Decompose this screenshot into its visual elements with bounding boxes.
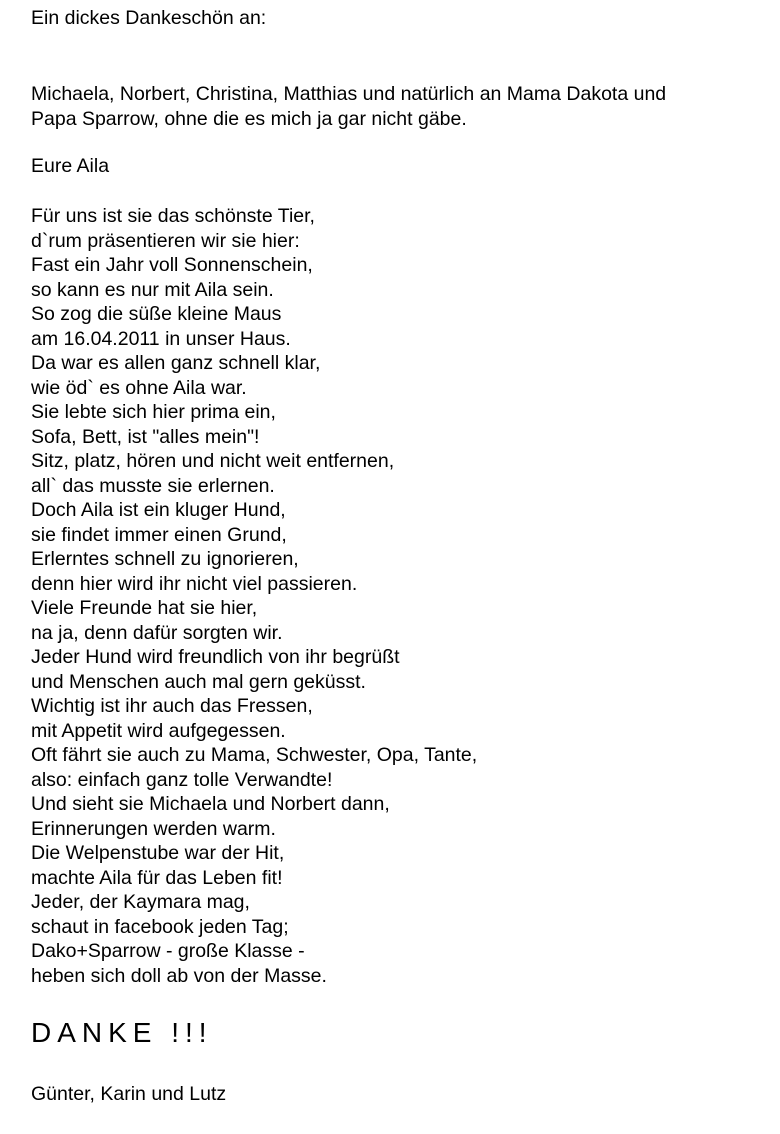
poem-line: Erinnerungen werden warm. [31, 817, 276, 840]
poem-line: Und sieht sie Michaela und Norbert dann, [31, 793, 390, 815]
poem-line: mit Appetit wird aufgegessen. [31, 719, 286, 742]
poem-line: Für uns ist sie das schönste Tier, [31, 205, 315, 227]
poem-line: Jeder Hund wird freundlich von ihr begrüßt [31, 646, 400, 668]
poem-line: also: einfach ganz tolle Verwandte! [31, 768, 333, 791]
poem-line: denn hier wird ihr nicht viel passieren. [31, 572, 358, 595]
danke-heading: DANKE !!! [31, 1017, 213, 1048]
poem-line: Sofa, Bett, ist "alles mein"! [31, 425, 260, 448]
poem-line: sie findet immer einen Grund, [31, 523, 287, 546]
poem-line: Sie lebte sich hier prima ein, [31, 401, 276, 423]
poem-line: Die Welpenstube war der Hit, [31, 842, 285, 864]
poem-line: So zog die süße kleine Maus [31, 303, 282, 325]
greeting-line: Ein dickes Dankeschön an: [31, 7, 267, 29]
poem [31, 204, 477, 988]
poem-line: machte Aila für das Leben fit! [31, 866, 283, 889]
closing-signature: Günter, Karin und Lutz [31, 1083, 227, 1105]
poem-line: am 16.04.2011 in unser Haus. [31, 327, 291, 350]
thanks-paragraph [31, 82, 751, 131]
poem-line: Sitz, platz, hören und nicht weit entfernen, [31, 450, 395, 472]
poem-line: heben sich doll ab von der Masse. [31, 964, 327, 987]
poem-line: und Menschen auch mal gern geküsst. [31, 670, 366, 693]
thanks-line: Papa Sparrow, ohne die es mich ja gar nicht gäbe. [31, 107, 467, 130]
poem-line: Doch Aila ist ein kluger Hund, [31, 499, 286, 521]
poem-line: all` das musste sie erlernen. [31, 474, 275, 497]
thanks-line: Michaela, Norbert, Christina, Matthias und natürlich an Mama Dakota und [31, 83, 667, 105]
poem-line: Da war es allen ganz schnell klar, [31, 352, 321, 374]
poem-line: schaut in facebook jeden Tag; [31, 915, 289, 938]
signature-line: Eure Aila [31, 155, 110, 177]
poem-line: so kann es nur mit Aila sein. [31, 278, 274, 301]
poem-line: Viele Freunde hat sie hier, [31, 597, 258, 619]
poem-line: Oft fährt sie auch zu Mama, Schwester, Opa, Tante, [31, 744, 478, 766]
poem-line: Jeder, der Kaymara mag, [31, 891, 250, 913]
poem-line: Erlerntes schnell zu ignorieren, [31, 548, 299, 570]
poem-line: Fast ein Jahr voll Sonnenschein, [31, 254, 313, 276]
poem-line: Wichtig ist ihr auch das Fressen, [31, 695, 313, 717]
poem-line: Dako+Sparrow - große Klasse - [31, 940, 305, 962]
poem-line: d`rum präsentieren wir sie hier: [31, 229, 300, 252]
poem-line: wie öd` es ohne Aila war. [31, 376, 247, 399]
poem-line: na ja, denn dafür sorgten wir. [31, 621, 283, 644]
